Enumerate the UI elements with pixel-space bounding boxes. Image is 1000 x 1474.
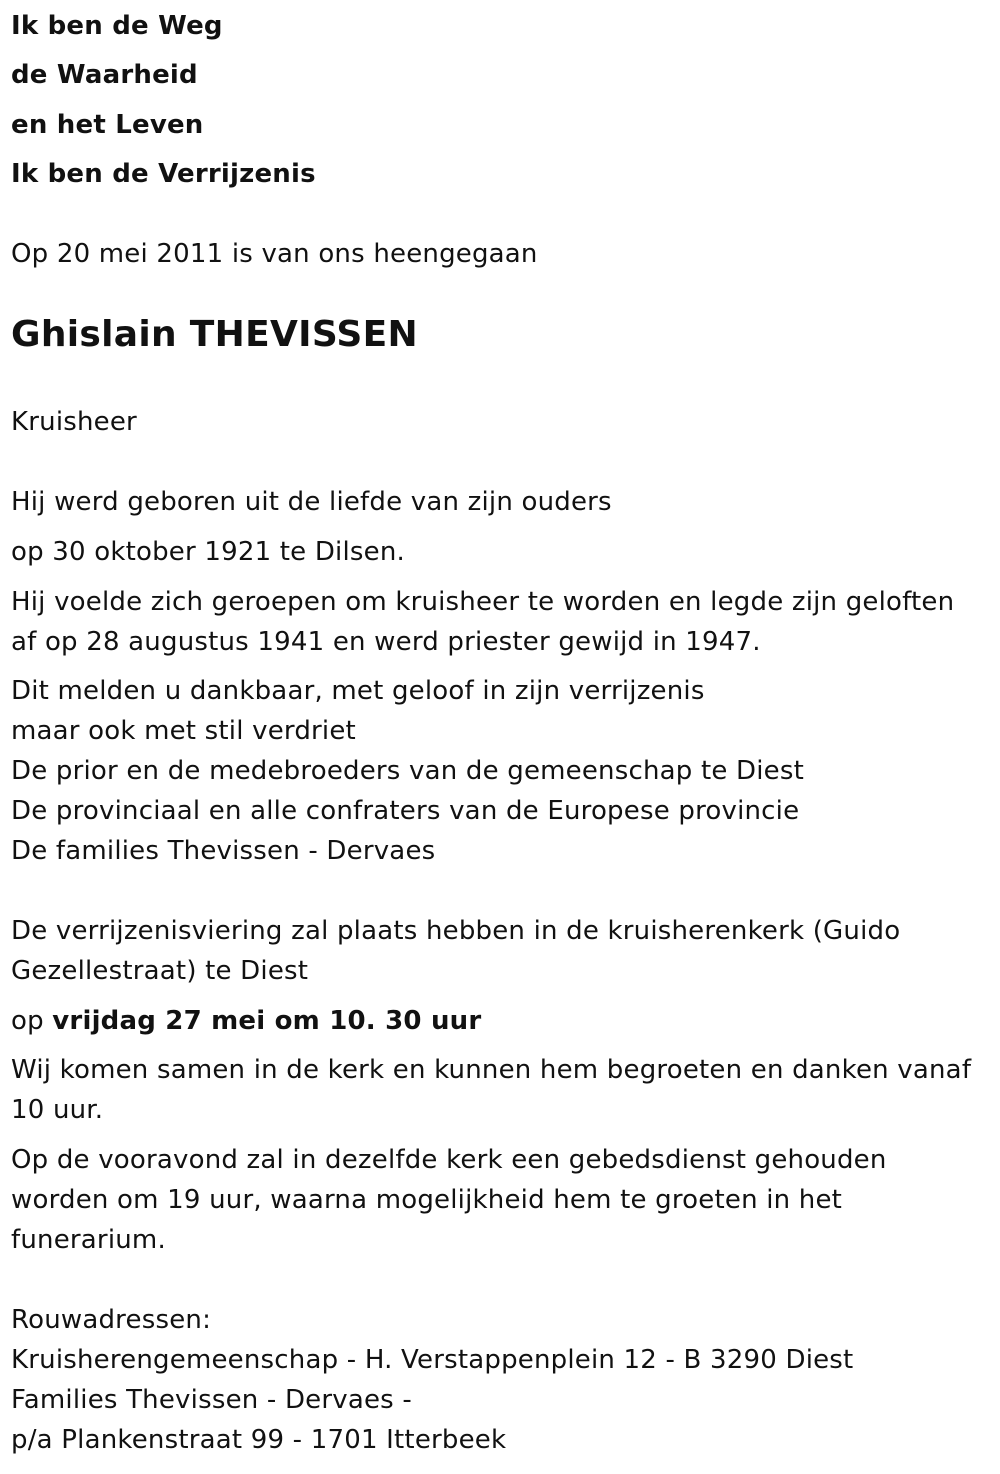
service-date-line	[11, 1001, 481, 1041]
vocation-line-1: Hij voelde zich geroepen om kruisheer te worden en legde zijn geloften	[11, 587, 955, 617]
deceased-name: Ghislain THEVISSEN	[11, 314, 418, 355]
evening-line-3: funerarium.	[11, 1225, 166, 1255]
service-date: vrijdag 27 mei om 10. 30 uur	[52, 1006, 482, 1036]
verse-line-4: Ik ben de Verrijzenis	[11, 159, 316, 189]
addresses-heading: Rouwadressen:	[11, 1305, 212, 1335]
service-date-prefix: op	[11, 1006, 44, 1036]
deceased-title: Kruisheer	[11, 407, 137, 437]
birth-line-1: Hij werd geboren uit de liefde van zijn ouders	[11, 487, 612, 517]
announcement: Op 20 mei 2011 is van ons heengegaan	[11, 239, 538, 269]
announcer-line-5: De families Thevissen - Dervaes	[11, 836, 436, 866]
birth-line-2: op 30 oktober 1921 te Dilsen.	[11, 537, 405, 567]
evening-line-1: Op de vooravond zal in dezelfde kerk een gebedsdienst gehouden	[11, 1145, 887, 1175]
visitation-line-1: Wij komen samen in de kerk en kunnen hem begroeten en danken vanaf	[11, 1055, 972, 1085]
service-line-1: De verrijzenisviering zal plaats hebben in de kruisherenkerk (Guido	[11, 916, 901, 946]
address-line-3: p/a Plankenstraat 99 - 1701 Itterbeek	[11, 1425, 507, 1455]
address-line-2: Families Thevissen - Dervaes -	[11, 1385, 412, 1415]
announcer-line-4: De provinciaal en alle confraters van de Europese provincie	[11, 796, 800, 826]
verse-line-3: en het Leven	[11, 110, 204, 140]
evening-line-2: worden om 19 uur, waarna mogelijkheid hem te groeten in het	[11, 1185, 843, 1215]
visitation-line-2: 10 uur.	[11, 1095, 104, 1125]
verse-line-2: de Waarheid	[11, 60, 198, 90]
verse-line-1: Ik ben de Weg	[11, 11, 223, 41]
service-line-2: Gezellestraat) te Diest	[11, 956, 309, 986]
vocation-line-2: af op 28 augustus 1941 en werd priester gewijd in 1947.	[11, 627, 761, 657]
announcer-line-2: maar ook met stil verdriet	[11, 716, 356, 746]
address-line-1: Kruisherengemeenschap - H. Verstappenplein 12 - B 3290 Diest	[11, 1345, 854, 1375]
announcer-line-3: De prior en de medebroeders van de gemeenschap te Diest	[11, 756, 804, 786]
announcer-line-1: Dit melden u dankbaar, met geloof in zijn verrijzenis	[11, 676, 705, 706]
